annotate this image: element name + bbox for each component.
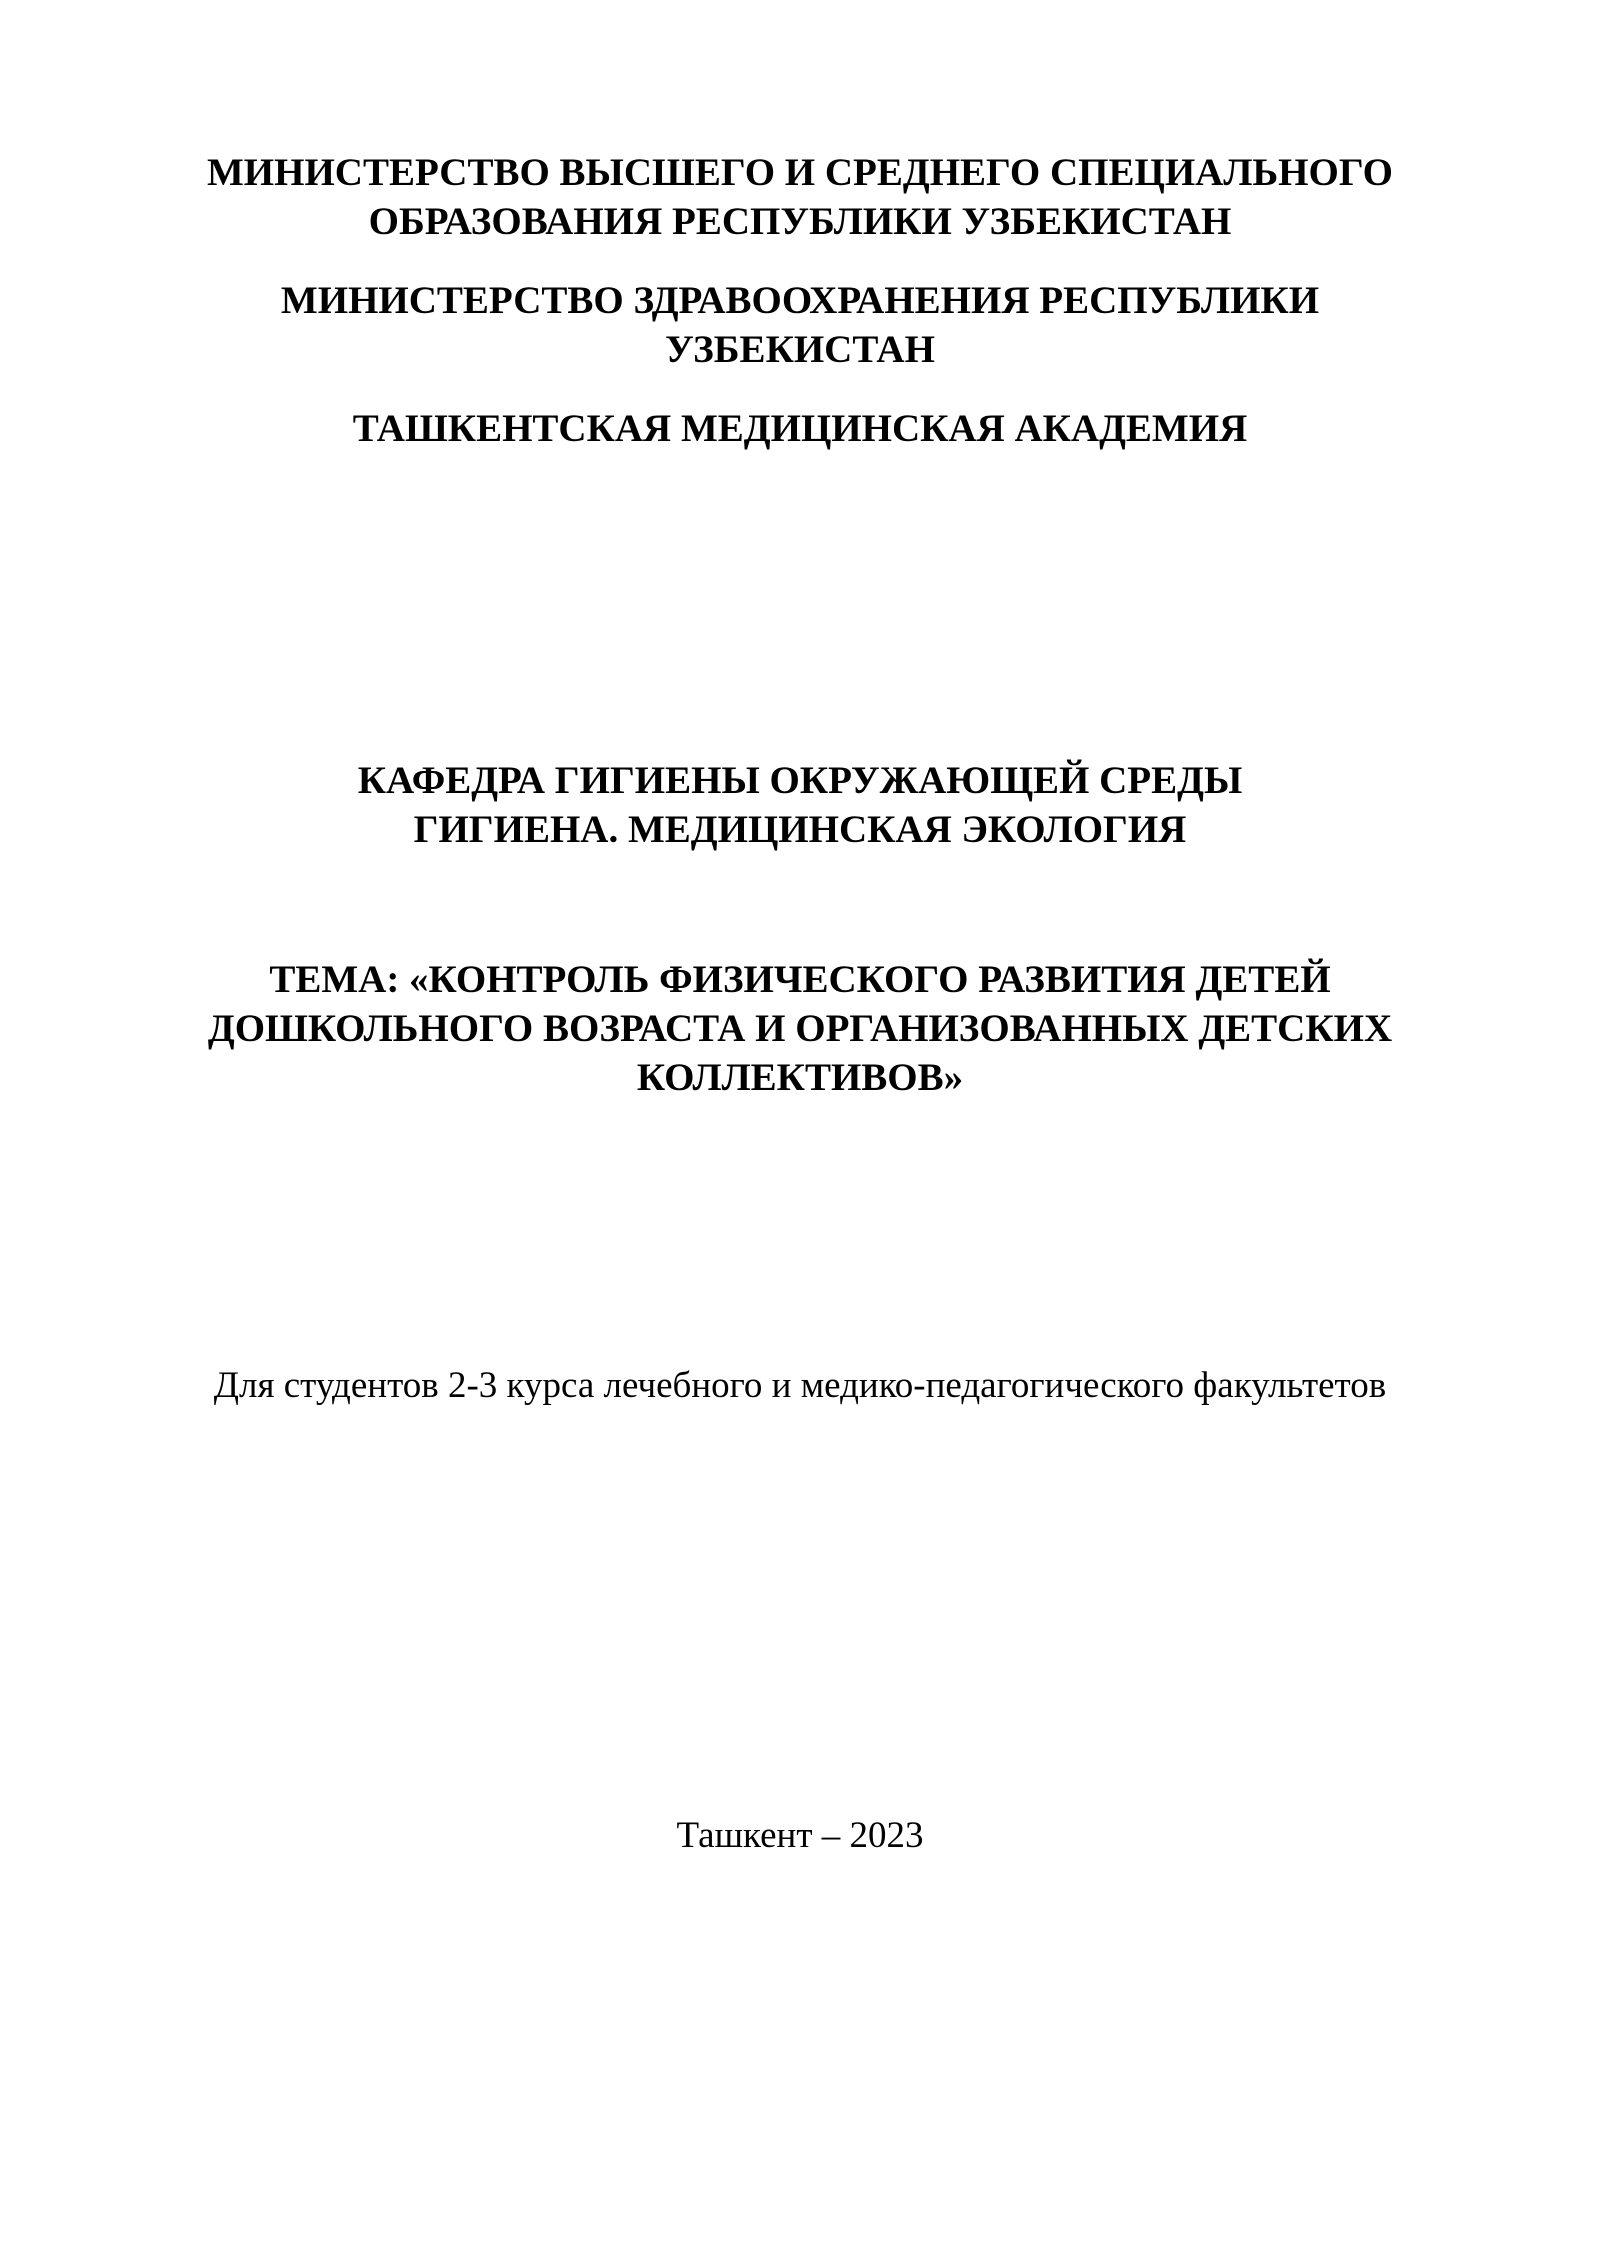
ministry-higher-education-line-1: МИНИСТЕРСТВО ВЫСШЕГО И СРЕДНЕГО СПЕЦИАЛЬНОГО: [206, 151, 1394, 194]
ministry-health-line-1: МИНИСТЕРСТВО ЗДРАВООХРАНЕНИЯ РЕСПУБЛИКИ: [280, 279, 1320, 322]
ministry-health-heading: [0, 276, 1600, 374]
ministry-health-line-2: УЗБЕКИСТАН: [665, 328, 935, 371]
topic-heading: [0, 955, 1600, 1102]
topic-line-1: ТЕМА: «КОНТРОЛЬ ФИЗИЧЕСКОГО РАЗВИТИЯ ДЕТЕЙ: [269, 958, 1331, 1001]
department-line-2: ГИГИЕНА. МЕДИЦИНСКАЯ ЭКОЛОГИЯ: [413, 808, 1187, 851]
topic-line-2: ДОШКОЛЬНОГО ВОЗРАСТА И ОРГАНИЗОВАННЫХ ДЕТСКИХ: [207, 1007, 1393, 1050]
ministry-higher-education-heading: [0, 148, 1600, 246]
department-line-1: КАФЕДРА ГИГИЕНЫ ОКРУЖАЮЩЕЙ СРЕДЫ: [357, 759, 1243, 802]
department-heading: [0, 756, 1600, 854]
topic-line-3: КОЛЛЕКТИВОВ»: [636, 1056, 964, 1099]
academy-name: ТАШКЕНТСКАЯ МЕДИЦИНСКАЯ АКАДЕМИЯ: [352, 407, 1248, 450]
ministry-higher-education-line-2: ОБРАЗОВАНИЯ РЕСПУБЛИКИ УЗБЕКИСТАН: [368, 200, 1232, 243]
place-year-text: Ташкент – 2023: [676, 1815, 924, 1856]
academy-heading: [0, 404, 1600, 453]
audience-text: Для студентов 2-3 курса лечебного и медико-педагогического факультетов: [213, 1365, 1387, 1406]
